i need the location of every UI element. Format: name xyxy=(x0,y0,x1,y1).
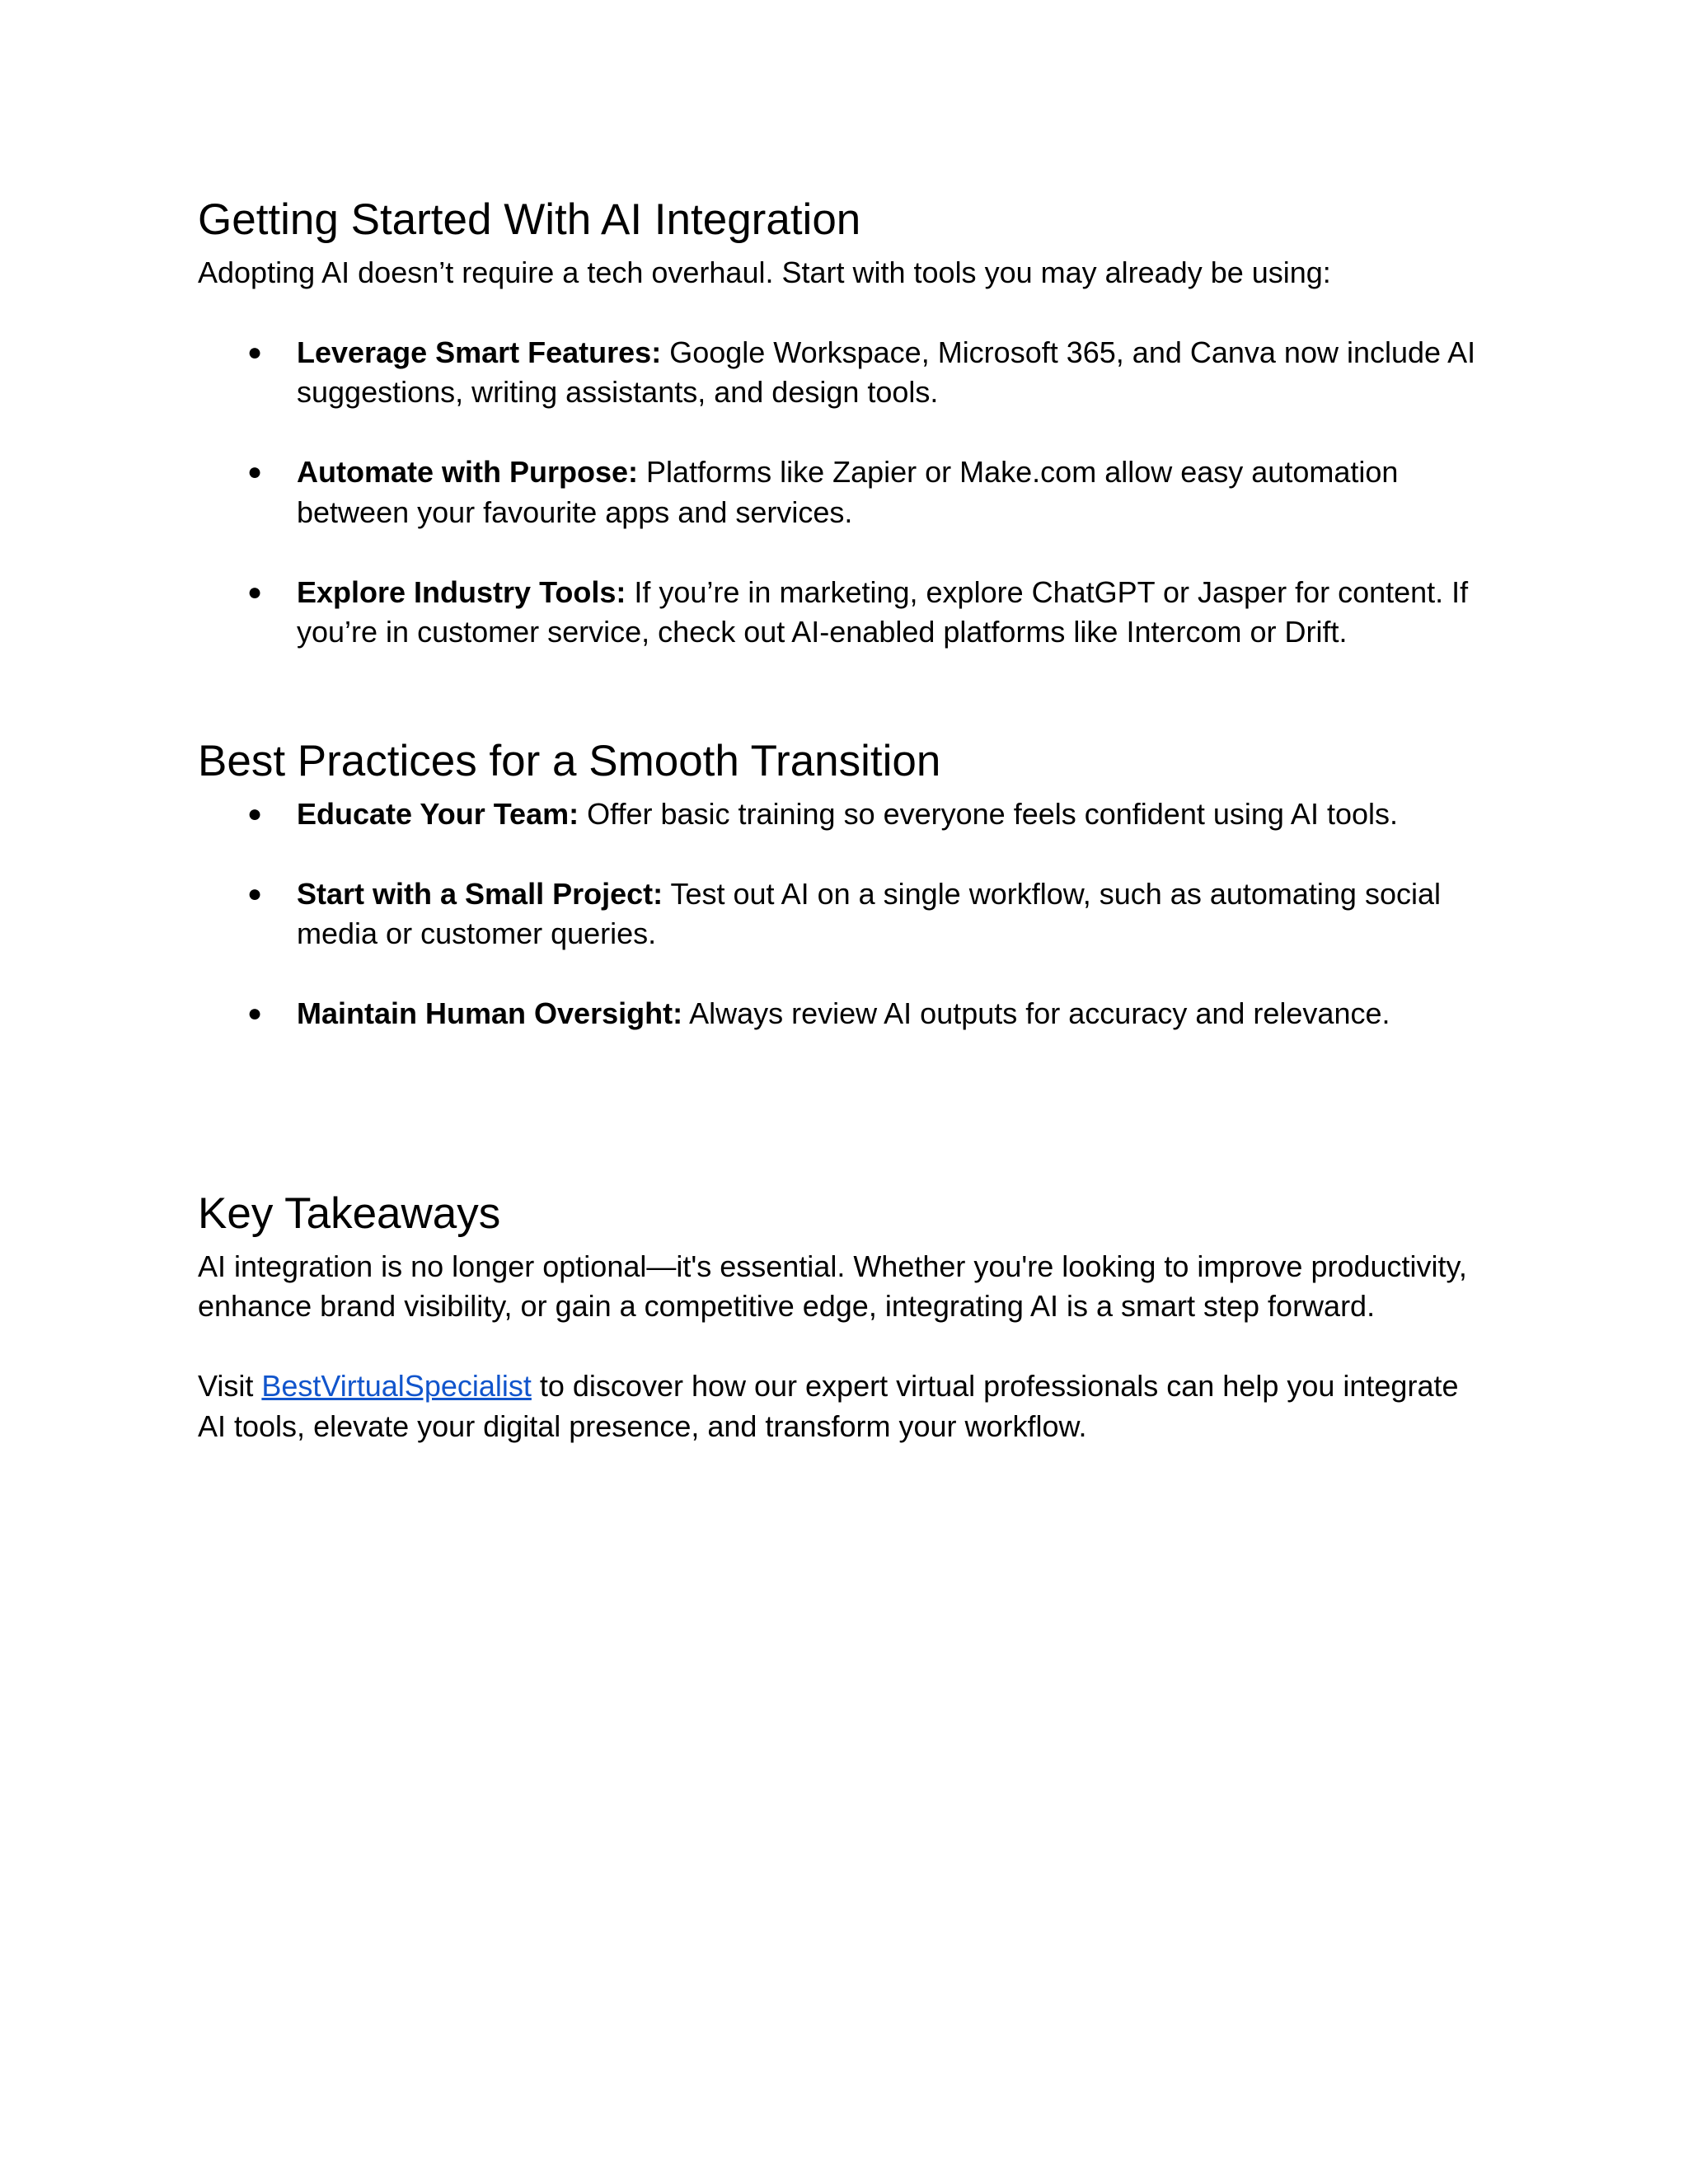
list-item xyxy=(198,874,1490,954)
best-virtual-specialist-link[interactable]: BestVirtualSpecialist xyxy=(261,1369,532,1403)
list-item-label: Leverage Smart Features: xyxy=(297,335,662,369)
bullet-icon: ● xyxy=(247,458,263,485)
list-item-text: If you’re in marketing, explore ChatGPT or Jasper for content. If you’re in customer service, check out AI-enabled platforms like Intercom or Drift. xyxy=(297,574,1469,649)
list-item xyxy=(198,333,1490,413)
list-item-text: Platforms like Zapier or Make.com allow easy automation between your favourite apps and services. xyxy=(297,455,1399,529)
list-item-text: Google Workspace, Microsoft 365, and Canva now include AI suggestions, writing assistants, and design tools. xyxy=(297,335,1476,409)
best-practices-list xyxy=(198,794,1490,1034)
list-item-label: Maintain Human Oversight: xyxy=(297,996,683,1030)
list-item-label: Educate Your Team: xyxy=(297,796,579,831)
bullet-icon: ● xyxy=(247,578,263,606)
list-item-label: Explore Industry Tools: xyxy=(297,574,626,609)
list-item-label: Start with a Small Project: xyxy=(297,876,663,911)
list-item-text: Always review AI outputs for accuracy and relevance. xyxy=(682,996,1390,1030)
section-heading-getting-started: Getting Started With AI Integration xyxy=(198,195,861,244)
bullet-icon: ● xyxy=(247,338,263,366)
section-heading-key-takeaways: Key Takeaways xyxy=(198,1188,501,1238)
list-item-label: Automate with Purpose: xyxy=(297,455,639,489)
bullet-icon: ● xyxy=(247,1000,263,1027)
bullet-icon: ● xyxy=(247,879,263,907)
list-item xyxy=(198,452,1490,532)
list-item xyxy=(198,573,1490,653)
visit-suffix-text: to discover how our expert virtual professionals can help you integrate AI tools, elevate your digital presence, and transform your workflow. xyxy=(198,1369,1459,1443)
section-intro-paragraph: Adopting AI doesn’t require a tech overhaul. Start with tools you may already be using: xyxy=(198,255,1331,289)
section-heading-best-practices: Best Practices for a Smooth Transition xyxy=(198,736,941,785)
list-item xyxy=(198,994,1490,1034)
list-item-text: Test out AI on a single workflow, such as automating social media or customer queries. xyxy=(297,876,1441,950)
list-item xyxy=(198,794,1490,835)
list-item-text: Offer basic training so everyone feels confident using AI tools. xyxy=(579,796,1398,831)
takeaways-paragraph: AI integration is no longer optional—it's essential. Whether you're looking to improve productivity, enhance brand visibility, or gain a competitive edge, integrating AI is a smart step forward. xyxy=(198,1249,1467,1323)
visit-paragraph xyxy=(198,1366,1490,1446)
bullet-icon: ● xyxy=(247,799,263,827)
getting-started-list xyxy=(198,333,1490,653)
visit-prefix-text: Visit xyxy=(198,1369,262,1403)
